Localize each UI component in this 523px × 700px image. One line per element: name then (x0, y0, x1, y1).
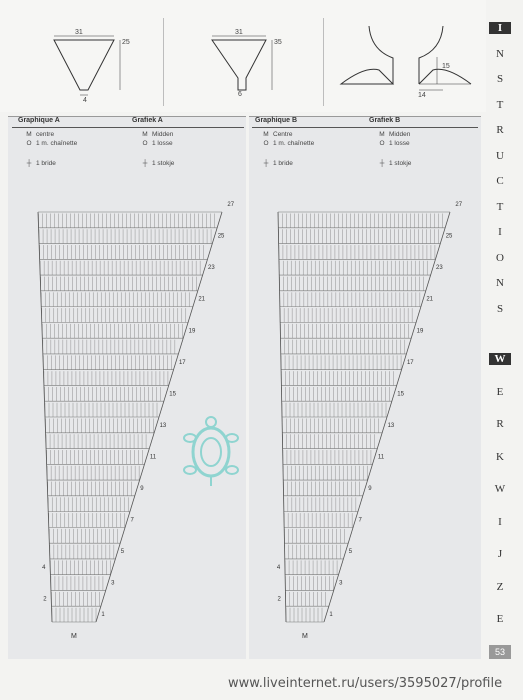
row-number-label: 9 (368, 485, 372, 492)
row-number-label: 21 (426, 296, 434, 303)
row-number-label: 11 (377, 454, 385, 461)
side-letter: R (496, 418, 504, 430)
legend-symbol: M (142, 131, 148, 138)
graph-b-legend-fr-2 (259, 140, 314, 147)
side-letter: W (489, 353, 511, 365)
side-letter: N (496, 47, 504, 60)
shape2-bottom-label: 6 (238, 91, 242, 98)
row-number-label: 1 (101, 612, 105, 619)
graph-a-legend-fr-1 (22, 131, 54, 138)
row-number-label: 2 (43, 596, 47, 603)
legend-text: Midden (152, 131, 174, 138)
graph-b-title-fr: Graphique B (255, 117, 298, 124)
legend-symbol: O (379, 140, 385, 147)
legend-text: 1 m. chaînette (273, 140, 315, 147)
shape-diagrams-strip (0, 0, 486, 112)
row-number-label: 3 (339, 580, 343, 587)
legend-symbol: O (26, 140, 32, 147)
legend-symbol: ┼ (142, 160, 148, 167)
page-number: 53 (489, 645, 511, 659)
side-letter: N (496, 277, 504, 289)
shape2-top-label: 31 (235, 29, 243, 36)
shape3-bottom-label: 14 (418, 92, 426, 99)
shape1-bottom-label: 4 (83, 97, 87, 104)
side-letter: S (496, 302, 504, 315)
legend-symbol: M (26, 131, 32, 138)
side-letter: C (496, 175, 504, 187)
row-number-label: 27 (455, 202, 463, 209)
legend-text: 1 losse (389, 140, 410, 147)
side-letter: I (498, 226, 502, 238)
side-letter: I (489, 22, 511, 34)
graph-b-legend-fr-3 (259, 160, 293, 167)
side-letter: K (496, 450, 504, 463)
graph-a-legend-fr-2 (22, 140, 77, 147)
row-number-label: 23 (436, 265, 443, 272)
shape1-side-label: 25 (122, 39, 130, 46)
row-number-label: 5 (120, 549, 125, 556)
side-letter: J (497, 548, 503, 560)
graph-a-legend-fr-3 (22, 160, 56, 167)
row-number-label: 25 (445, 233, 453, 240)
row-number-label: 2 (277, 596, 281, 603)
side-letter: E (496, 613, 504, 625)
row-number-label: 4 (276, 564, 281, 571)
side-letter: I (498, 515, 502, 528)
graph-b-title-nl: Grafiek B (369, 117, 401, 124)
shape2-side-label: 35 (274, 39, 282, 46)
legend-text: Midden (389, 131, 411, 138)
row-number-label: 11 (149, 454, 157, 461)
graph-a-legend-nl-1 (138, 131, 173, 138)
side-letter: W (494, 483, 506, 495)
row-number-label: 13 (159, 422, 167, 429)
shape1-top-label: 31 (75, 29, 83, 36)
row-number-label: 7 (130, 517, 134, 524)
legend-symbol: M (263, 131, 269, 138)
legend-text: 1 bride (36, 160, 56, 167)
legend-symbol: O (263, 140, 269, 147)
legend-text: 1 stokje (389, 160, 412, 167)
column-divider (323, 18, 324, 106)
legend-symbol: O (142, 140, 148, 147)
side-letter: R (496, 124, 504, 136)
legend-text: 1 bride (273, 160, 293, 167)
side-letter: U (496, 149, 504, 162)
legend-text: Centre (273, 131, 293, 138)
legend-text: 1 m. chaînette (36, 140, 78, 147)
shape-diagram-1 (40, 28, 130, 103)
row-number-label: 19 (188, 328, 196, 335)
graph-a-title-fr: Graphique A (18, 117, 60, 124)
legend-symbol: ┼ (26, 160, 32, 167)
row-number-label: 23 (208, 265, 215, 272)
shape3-side-label: 15 (442, 63, 450, 70)
graph-a-legend-nl-2 (138, 140, 173, 147)
row-number-label: 13 (387, 422, 395, 429)
row-number-label: 17 (406, 359, 414, 366)
side-letter: S (496, 73, 504, 85)
row-number-label: 25 (217, 233, 225, 240)
side-letter: T (496, 200, 504, 213)
row-number-label: 27 (227, 202, 235, 209)
crochet-chart-b (270, 200, 480, 650)
watermark-url: www.liveinternet.ru/users/3595027/profile (228, 676, 503, 691)
graph-a-legend-nl-3 (138, 160, 174, 167)
shape-diagram-3 (335, 22, 485, 102)
row-number-label: 4 (42, 564, 46, 571)
side-letter: T (496, 98, 504, 111)
side-letter: E (496, 385, 504, 398)
legend-text: centre (36, 131, 55, 138)
legend-symbol: ┼ (263, 160, 269, 167)
row-number-label: 5 (348, 549, 353, 556)
legend-rule (252, 127, 478, 128)
row-number-label: 15 (169, 391, 176, 398)
graph-b-legend-nl-1 (375, 131, 410, 138)
center-marker-label: M (302, 633, 308, 640)
row-number-label: 21 (198, 296, 206, 303)
column-divider (163, 18, 164, 106)
side-letter: Z (496, 580, 504, 593)
row-number-label: 19 (416, 328, 424, 335)
legend-symbol: ┼ (379, 160, 385, 167)
row-number-label: 7 (358, 517, 362, 524)
center-marker-label: M (71, 633, 77, 640)
side-letter: O (496, 251, 504, 264)
row-number-label: 17 (178, 359, 186, 366)
graph-a-title-nl: Grafiek A (132, 117, 163, 124)
legend-text: 1 stokje (152, 160, 175, 167)
graph-b-legend-fr-1 (259, 131, 293, 138)
legend-symbol: M (379, 131, 385, 138)
graph-b-legend-nl-2 (375, 140, 410, 147)
graph-b-legend-nl-3 (375, 160, 411, 167)
turtle-motif (180, 412, 242, 492)
row-number-label: 3 (111, 580, 115, 587)
row-number-label: 1 (329, 612, 333, 619)
legend-text: 1 losse (152, 140, 173, 147)
legend-rule (12, 127, 244, 128)
row-number-label: 9 (140, 485, 144, 492)
row-number-label: 15 (397, 391, 404, 398)
